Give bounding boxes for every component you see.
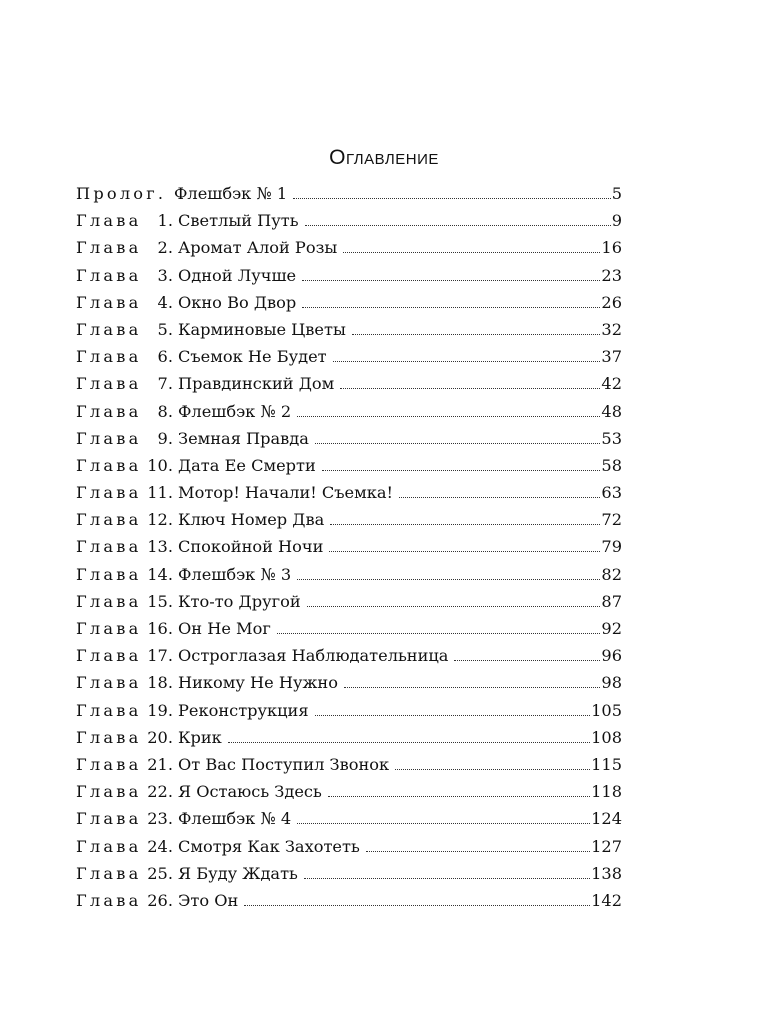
toc-entry-label: Глава	[76, 863, 142, 883]
toc-dot-leader	[399, 483, 600, 498]
toc-entry-title: Смотря Как Захотеть	[178, 836, 360, 856]
toc-dot-leader	[302, 266, 600, 281]
toc-entry-label: Глава	[76, 809, 142, 829]
toc-dot-leader	[329, 537, 600, 552]
toc-entry-title: Никому Не Нужно	[178, 673, 338, 693]
toc-dot-leader	[343, 238, 600, 253]
toc-dot-leader	[297, 565, 600, 580]
toc-entry-number: 22.	[147, 782, 173, 802]
toc-entry[interactable]	[76, 615, 622, 642]
toc-dot-leader	[297, 402, 600, 417]
toc-entry[interactable]	[76, 588, 622, 615]
toc-entry-label: Глава	[76, 292, 142, 312]
toc-entry-label: Глава	[76, 754, 142, 774]
toc-entry-label: Глава	[76, 700, 142, 720]
toc-dot-leader	[454, 646, 600, 661]
toc-entry-page: 79	[601, 537, 622, 557]
toc-entry[interactable]	[76, 370, 622, 397]
toc-entry-page: 96	[601, 646, 622, 666]
toc-entry-number: 1.	[157, 211, 173, 231]
toc-entry[interactable]	[76, 860, 622, 887]
toc-entry-page: 42	[601, 374, 622, 394]
toc-dot-leader	[340, 374, 600, 389]
toc-entry-number: 24.	[147, 836, 173, 856]
toc-entry[interactable]	[76, 316, 622, 343]
toc-entry[interactable]	[76, 533, 622, 560]
toc-entry-number: 13.	[147, 537, 173, 557]
toc-entry-label: Глава	[76, 428, 142, 448]
toc-entry-title: Карминовые Цветы	[178, 319, 346, 339]
toc-entry-number: 10.	[147, 455, 173, 475]
toc-entry-title: Реконструкция	[178, 700, 309, 720]
toc-entry-page: 26	[601, 292, 622, 312]
toc-entry[interactable]	[76, 262, 622, 289]
toc-entry-label: Глава	[76, 401, 142, 421]
toc-list	[76, 180, 622, 914]
toc-entry-title: Флешбэк № 3	[178, 564, 292, 584]
toc-entry-label: Глава	[76, 455, 142, 475]
toc-entry-label: Глава	[76, 510, 142, 530]
toc-entry-page: 98	[601, 673, 622, 693]
toc-entry-label: Глава	[76, 782, 142, 802]
toc-entry[interactable]	[76, 778, 622, 805]
toc-dot-leader	[333, 347, 601, 362]
toc-entry-page: 5	[611, 184, 622, 203]
toc-entry-number: 9.	[157, 428, 173, 448]
toc-entry[interactable]	[76, 289, 622, 316]
toc-entry[interactable]	[76, 180, 622, 207]
toc-entry-number: 5.	[157, 319, 173, 339]
toc-dot-leader	[307, 592, 601, 607]
toc-entry-title: Это Он	[178, 890, 239, 910]
toc-dot-leader	[395, 755, 590, 770]
toc-dot-leader	[293, 184, 611, 199]
toc-entry[interactable]	[76, 479, 622, 506]
toc-entry-label: Глава	[76, 591, 142, 611]
toc-entry-page: 108	[591, 727, 622, 747]
toc-entry[interactable]	[76, 425, 622, 452]
toc-entry-number: 16.	[147, 619, 173, 638]
toc-entry-number: 26.	[147, 890, 173, 910]
toc-entry-title: Крик	[178, 727, 222, 747]
toc-entry-label: Глава	[76, 619, 142, 638]
toc-entry[interactable]	[76, 452, 622, 479]
toc-entry-title: Окно Во Двор	[178, 292, 297, 312]
toc-entry-number: 12.	[147, 510, 173, 530]
toc-entry-page: 82	[601, 564, 622, 584]
toc-entry-title: Светлый Путь	[178, 211, 299, 231]
toc-dot-leader	[277, 619, 601, 634]
toc-dot-leader	[228, 728, 590, 743]
toc-entry-number: 3.	[157, 265, 173, 285]
toc-entry-page: 63	[601, 483, 622, 503]
toc-entry-page: 23	[601, 265, 622, 285]
toc-entry-number: 20.	[147, 727, 173, 747]
toc-entry[interactable]	[76, 833, 622, 860]
toc-entry[interactable]	[76, 506, 622, 533]
toc-dot-leader	[315, 429, 600, 444]
toc-entry-label: Глава	[76, 347, 142, 367]
toc-entry-number: 14.	[147, 564, 173, 584]
toc-entry[interactable]	[76, 207, 622, 234]
toc-entry-label: Глава	[76, 673, 142, 693]
toc-entry-title: Кто-то Другой	[178, 591, 301, 611]
toc-dot-leader	[305, 211, 611, 226]
toc-entry-page: 9	[611, 211, 622, 231]
toc-dot-leader	[322, 456, 601, 471]
toc-entry-number: 4.	[157, 292, 173, 312]
toc-entry-label: Глава	[76, 890, 142, 910]
toc-entry-title: Съемок Не Будет	[178, 347, 327, 367]
toc-entry-title: Флешбэк № 4	[178, 809, 292, 829]
toc-entry-label: Глава	[76, 564, 142, 584]
toc-entry-title: Флешбэк № 1	[174, 184, 288, 203]
toc-entry-title: Спокойной Ночи	[178, 537, 324, 557]
toc-entry-title: Я Остаюсь Здесь	[178, 782, 322, 802]
toc-entry-page: 32	[601, 319, 622, 339]
toc-dot-leader	[297, 809, 590, 824]
toc-entry-title: Флешбэк № 2	[178, 401, 292, 421]
toc-entry-page: 127	[591, 836, 622, 856]
toc-entry-page: 92	[601, 619, 622, 638]
toc-entry-title: Земная Правда	[178, 428, 309, 448]
toc-entry-page: 142	[591, 890, 622, 910]
toc-entry[interactable]	[76, 887, 622, 914]
toc-entry-page: 115	[591, 754, 622, 774]
toc-entry-label: Пролог.	[76, 184, 167, 203]
toc-entry-number: 2.	[157, 238, 173, 258]
toc-dot-leader	[344, 673, 600, 688]
toc-dot-leader	[328, 782, 590, 797]
toc-entry-page: 72	[601, 510, 622, 530]
toc-dot-leader	[304, 864, 590, 879]
toc-entry-page: 87	[601, 591, 622, 611]
toc-entry-label: Глава	[76, 836, 142, 856]
toc-entry-label: Глава	[76, 265, 142, 285]
toc-entry-title: Одной Лучше	[178, 265, 297, 285]
toc-entry-page: 138	[591, 863, 622, 883]
toc-dot-leader	[330, 510, 600, 525]
toc-entry-label: Глава	[76, 319, 142, 339]
toc-entry-label: Глава	[76, 646, 142, 666]
toc-entry-number: 7.	[157, 374, 173, 394]
toc-entry-label: Глава	[76, 537, 142, 557]
toc-entry-page: 105	[591, 700, 622, 720]
toc-entry-number: 8.	[157, 401, 173, 421]
toc-entry[interactable]	[76, 669, 622, 696]
toc-entry-page: 48	[601, 401, 622, 421]
toc-entry-label: Глава	[76, 483, 142, 503]
toc-entry-number: 25.	[147, 863, 173, 883]
toc-entry-number: 18.	[147, 673, 173, 693]
toc-entry-number: 11.	[147, 483, 173, 503]
toc-entry-page: 118	[591, 782, 622, 802]
toc-dot-leader	[244, 891, 590, 906]
toc-entry-page: 37	[601, 347, 622, 367]
toc-entry-title: Правдинский Дом	[178, 374, 335, 394]
toc-entry[interactable]	[76, 398, 622, 425]
toc-entry-page: 16	[601, 238, 622, 258]
toc-entry-page: 53	[601, 428, 622, 448]
toc-entry-title: Ключ Номер Два	[178, 510, 325, 530]
toc-entry-label: Глава	[76, 374, 142, 394]
toc-entry-number: 15.	[147, 591, 173, 611]
toc-dot-leader	[366, 837, 590, 852]
toc-entry-label: Глава	[76, 211, 142, 231]
toc-dot-leader	[352, 320, 601, 335]
toc-entry-label: Глава	[76, 238, 142, 258]
toc-entry-page: 58	[601, 455, 622, 475]
toc-entry-title: Остроглазая Наблюдательница	[178, 646, 449, 666]
toc-entry-page: 124	[591, 809, 622, 829]
toc-entry[interactable]	[76, 724, 622, 751]
toc-entry[interactable]	[76, 234, 622, 261]
toc-entry-title: Я Буду Ждать	[178, 863, 298, 883]
toc-title: Оглавление	[329, 146, 439, 169]
toc-entry[interactable]	[76, 697, 622, 724]
toc-dot-leader	[302, 293, 600, 308]
toc-entry-number: 6.	[157, 347, 173, 367]
toc-entry[interactable]	[76, 642, 622, 669]
toc-entry[interactable]	[76, 751, 622, 778]
toc-entry-title: Аромат Алой Розы	[178, 238, 338, 258]
toc-dot-leader	[315, 701, 591, 716]
toc-entry[interactable]	[76, 805, 622, 832]
toc-entry[interactable]	[76, 561, 622, 588]
toc-entry-label: Глава	[76, 727, 142, 747]
toc-entry-title: Он Не Мог	[178, 619, 271, 638]
toc-entry-title: От Вас Поступил Звонок	[178, 754, 390, 774]
toc-entry[interactable]	[76, 343, 622, 370]
toc-entry-number: 17.	[147, 646, 173, 666]
toc-entry-title: Мотор! Начали! Съемка!	[178, 483, 394, 503]
toc-entry-number: 23.	[147, 809, 173, 829]
toc-entry-title: Дата Ее Смерти	[178, 455, 316, 475]
toc-entry-number: 21.	[147, 754, 173, 774]
toc-entry-number: 19.	[147, 700, 173, 720]
